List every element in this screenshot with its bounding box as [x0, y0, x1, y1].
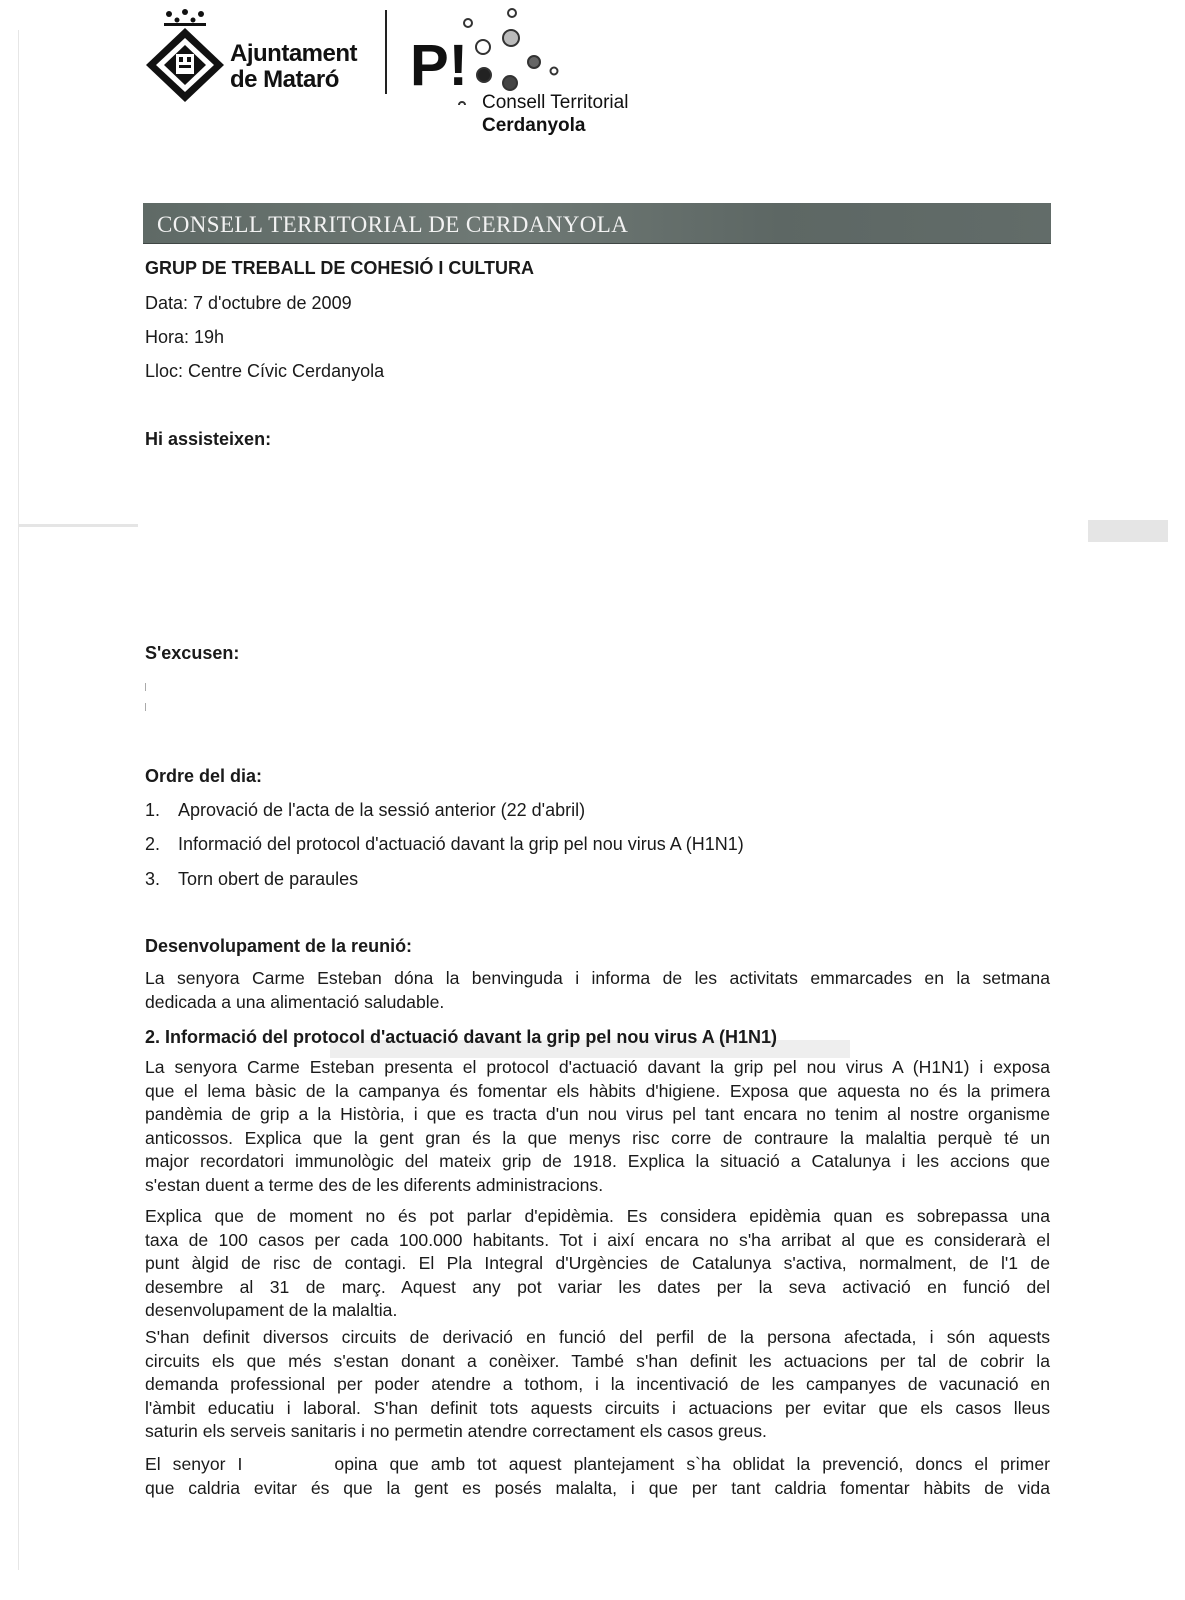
paragraph-line: l'àmbit educatiu i laboral. S'han definit tots aquests circuits i actuacions per evitar que els casos lleus: [145, 1397, 1050, 1418]
paragraph-line: que caldria evitar és que la gent es posés malalta, i que per tant caldria fomentar hàbits de vida: [145, 1477, 1050, 1498]
svg-text:P!: P!: [410, 33, 468, 98]
attendees-heading: Hi assisteixen:: [145, 429, 272, 449]
scan-smudge: [18, 524, 138, 527]
paragraph-line: La senyora Carme Esteban presenta el protocol d'actuació davant la grip pel nou virus A (H1N1) i exposa: [145, 1057, 1050, 1077]
agenda-item-number: 3.: [145, 869, 161, 889]
meeting-time: Hora: 19h: [145, 327, 225, 347]
paragraph-line: pandèmia de grip a la Història, i que es tracta d'un nou virus pel tant encara no tenim al nostre organisme: [145, 1104, 1050, 1124]
paragraph-line: dedicada a una alimentació saludable.: [145, 991, 445, 1012]
scan-mark: [145, 703, 146, 711]
mataro-logo-line2: de Mataró: [230, 66, 339, 93]
logo-divider: [385, 10, 387, 94]
paragraph-line: S'han definit diversos circuits de derivació en funció del perfil de la persona afectada, i són aquests: [145, 1327, 1050, 1347]
paragraph-line: punt àlgid de risc de contagi. El Pla Integral d'Urgències de Catalunya s'activa, normalment, de l'1 de: [145, 1253, 1050, 1273]
council-logo-line2: Cerdanyola: [482, 115, 586, 136]
working-group-title: GRUP DE TREBALL DE COHESIÓ I CULTURA: [145, 258, 535, 278]
scan-edge: [18, 30, 19, 1570]
agenda-heading: Ordre del dia:: [145, 766, 263, 786]
paragraph-line: major recordatori immunològic del mateix grip de 1918. Explica la situació a Catalunya i les accions que: [145, 1151, 1050, 1171]
council-logo-line1: Consell Territorial: [482, 92, 629, 113]
paragraph-line: desembre al 31 de març. Aquest any pot variar les dates per la seva activació en funció del: [145, 1276, 1050, 1297]
ajuntament-mataro-logo: [142, 8, 372, 103]
meeting-date: Data: 7 d'octubre de 2009: [145, 293, 352, 313]
speaker-start: El senyor I: [145, 1454, 243, 1474]
excused-heading: S'excusen:: [145, 643, 240, 663]
paragraph-line: La senyora Carme Esteban dóna la benvinguda i informa de les activitats emmarcades en la setmana: [145, 968, 1050, 988]
meeting-place: Lloc: Centre Cívic Cerdanyola: [145, 361, 385, 381]
intro-paragraph: [145, 967, 1050, 1014]
section-2-heading: 2. Informació del protocol d'actuació davant la grip pel nou virus A (H1N1): [145, 1027, 778, 1047]
paragraph-line: saturin els serveis sanitaris i no permetin atendre correctament els casos greus.: [145, 1421, 767, 1441]
speaker-rest: opina que amb tot aquest plantejament s`ha oblidat la prevenció, doncs el primer: [334, 1454, 1050, 1474]
agenda-item-text: Aprovació de l'acta de la sessió anterior (22 d'abril): [178, 800, 586, 820]
paragraph-line: taxa de 100 casos per cada 100.000 habitants. Tot i així encara no s'ha arribat al que es considerarà el: [145, 1229, 1050, 1250]
paragraph-line: desenvolupament de la malaltia.: [145, 1300, 398, 1320]
paragraph-line: anticossos. Explica que la gent gran és la que menys risc corre de contraure la malaltia perquè té un: [145, 1127, 1050, 1148]
consell-territorial-logo: [408, 5, 668, 145]
paragraph-line: s'estan duent a terme des de les diferents administracions.: [145, 1174, 604, 1195]
mataro-logo-line1: Ajuntament: [230, 40, 357, 67]
development-heading: Desenvolupament de la reunió:: [145, 936, 413, 956]
agenda-item-number: 2.: [145, 834, 161, 854]
scan-smudge: [1088, 520, 1168, 542]
paragraph-line: [145, 1453, 1050, 1477]
prevention-paragraph: [145, 1453, 1050, 1500]
scan-mark: [145, 683, 146, 691]
title-banner: [143, 203, 1051, 244]
epidemic-paragraph: [145, 1205, 1050, 1323]
participation-bubbles-icon: [408, 5, 578, 105]
mataro-coat-of-arms-icon: [142, 8, 228, 103]
agenda-item-text: Torn obert de paraules: [178, 869, 359, 889]
protocol-paragraph: [145, 1056, 1050, 1197]
paragraph-line: circuits els que més s'estan donant a conèixer. També s'han definit les actuacions per tal de cobrir la: [145, 1350, 1050, 1371]
paragraph-line: demanda professional per poder atendre a tothom, i la incentivació de les campanyes de vacunació en: [145, 1374, 1050, 1394]
paragraph-line: que el lema bàsic de la campanya és fomentar els hàbits d'higiene. Exposa que aquesta no és la primera: [145, 1080, 1050, 1101]
agenda-item-text: Informació del protocol d'actuació davant la grip pel nou virus A (H1N1): [178, 834, 744, 854]
paragraph-line: Explica que de moment no és pot parlar d'epidèmia. Es considera epidèmia quan es sobrepassa una: [145, 1206, 1050, 1226]
agenda-item-number: 1.: [145, 800, 161, 820]
banner-title: CONSELL TERRITORIAL DE CERDANYOLA: [157, 212, 629, 237]
circuits-paragraph: [145, 1326, 1050, 1444]
